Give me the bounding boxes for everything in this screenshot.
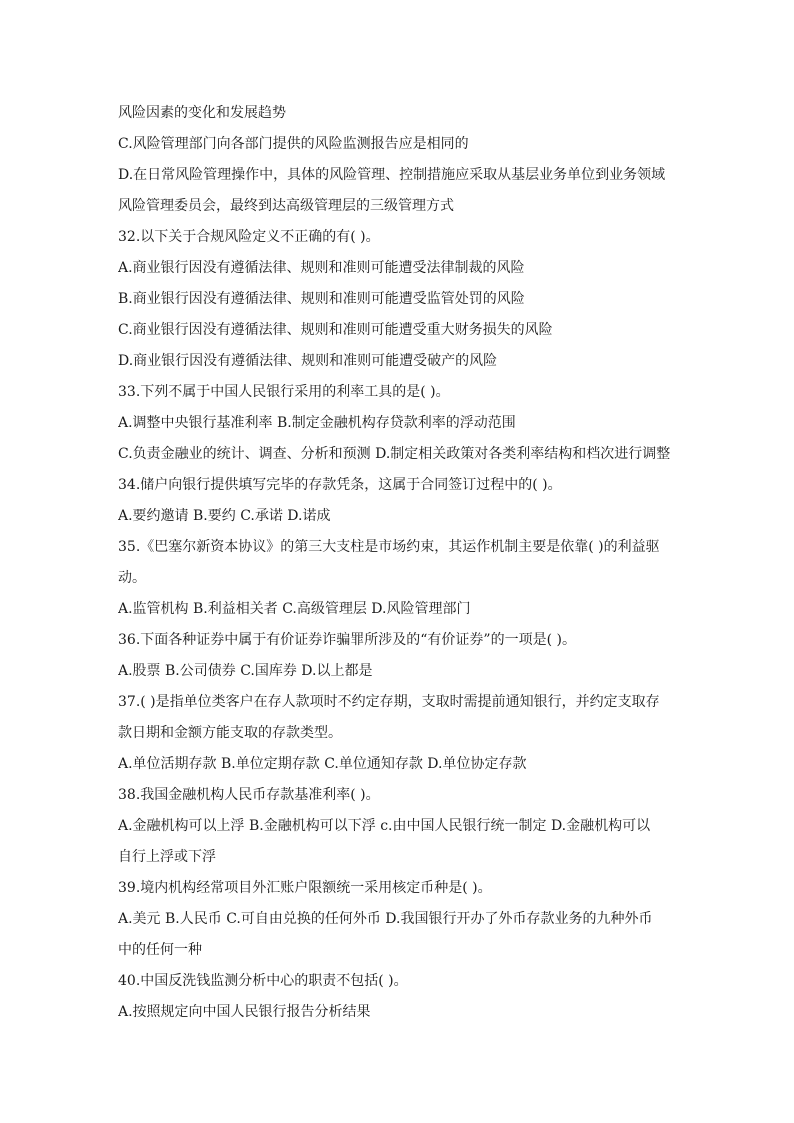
document-page xyxy=(118,98,678,1028)
option-line: B.商业银行因没有遵循法律、规则和准则可能遭受监管处罚的风险 xyxy=(118,291,525,307)
option-line: A.美元 B.人民币 C.可自由兑换的任何外币 D.我国银行开办了外币存款业务的九种外币 xyxy=(118,911,653,927)
option-line: A.金融机构可以上浮 B.金融机构可以下浮 c.由中国人民银行统一制定 D.金融机构可以 xyxy=(118,818,651,834)
option-line: A.要约邀请 B.要约 C.承诺 D.诺成 xyxy=(118,508,331,524)
option-line: C.负责金融业的统计、调查、分析和预测 D.制定相关政策对各类利率结构和档次进行调整 xyxy=(118,446,671,462)
question-line: 32.以下关于合规风险定义不正确的有( )。 xyxy=(118,229,380,245)
question-line: 36.下面各种证券中属于有价证券诈骗罪所涉及的“有价证券”的一项是( )。 xyxy=(118,632,576,648)
question-line: 38.我国金融机构人民币存款基准利率( )。 xyxy=(118,787,380,803)
question-line: 37.( )是指单位类客户在存人款项时不约定存期，支取时需提前通知银行，并约定支取存 xyxy=(118,694,660,710)
text-line: 款日期和金额方能支取的存款类型。 xyxy=(118,725,342,741)
question-line: 35.《巴塞尔新资本协议》的第三大支柱是市场约束，其运作机制主要是依靠( )的利益驱 xyxy=(118,539,660,555)
question-line: 34.储户向银行提供填写完毕的存款凭条，这属于合同签订过程中的( )。 xyxy=(118,477,562,493)
text-line: 中的任何一种 xyxy=(118,942,202,958)
option-line: A.商业银行因没有遵循法律、规则和准则可能遭受法律制裁的风险 xyxy=(118,260,525,276)
option-line: A.单位活期存款 B.单位定期存款 C.单位通知存款 D.单位协定存款 xyxy=(118,756,527,772)
option-line: A.按照规定向中国人民银行报告分析结果 xyxy=(118,1004,371,1020)
question-line: 40.中国反洗钱监测分析中心的职责不包括( )。 xyxy=(118,973,408,989)
option-line: D.商业银行因没有遵循法律、规则和准则可能遭受破产的风险 xyxy=(118,353,498,369)
text-line: 动。 xyxy=(118,570,146,586)
text-line: 风险管理委员会，最终到达高级管理层的三级管理方式 xyxy=(118,198,454,214)
option-line: A.监管机构 B.利益相关者 C.高级管理层 D.风险管理部门 xyxy=(118,601,471,617)
option-line: C.商业银行因没有遵循法律、规则和准则可能遭受重大财务损失的风险 xyxy=(118,322,553,338)
option-line: A.调整中央银行基准利率 B.制定金融机构存贷款利率的浮动范围 xyxy=(118,415,516,431)
option-line: C.风险管理部门向各部门提供的风险监测报告应是相同的 xyxy=(118,136,469,152)
question-line: 39.境内机构经常项目外汇账户限额统一采用核定币种是( )。 xyxy=(118,880,492,896)
option-line: D.在日常风险管理操作中，具体的风险管理、控制措施应采取从基层业务单位到业务领域 xyxy=(118,167,666,183)
text-line: 风险因素的变化和发展趋势 xyxy=(118,105,286,121)
question-line: 33.下列不属于中国人民银行采用的利率工具的是( )。 xyxy=(118,384,450,400)
text-line: 自行上浮或下浮 xyxy=(118,849,216,865)
option-line: A.股票 B.公司债券 C.国库券 D.以上都是 xyxy=(118,663,373,679)
